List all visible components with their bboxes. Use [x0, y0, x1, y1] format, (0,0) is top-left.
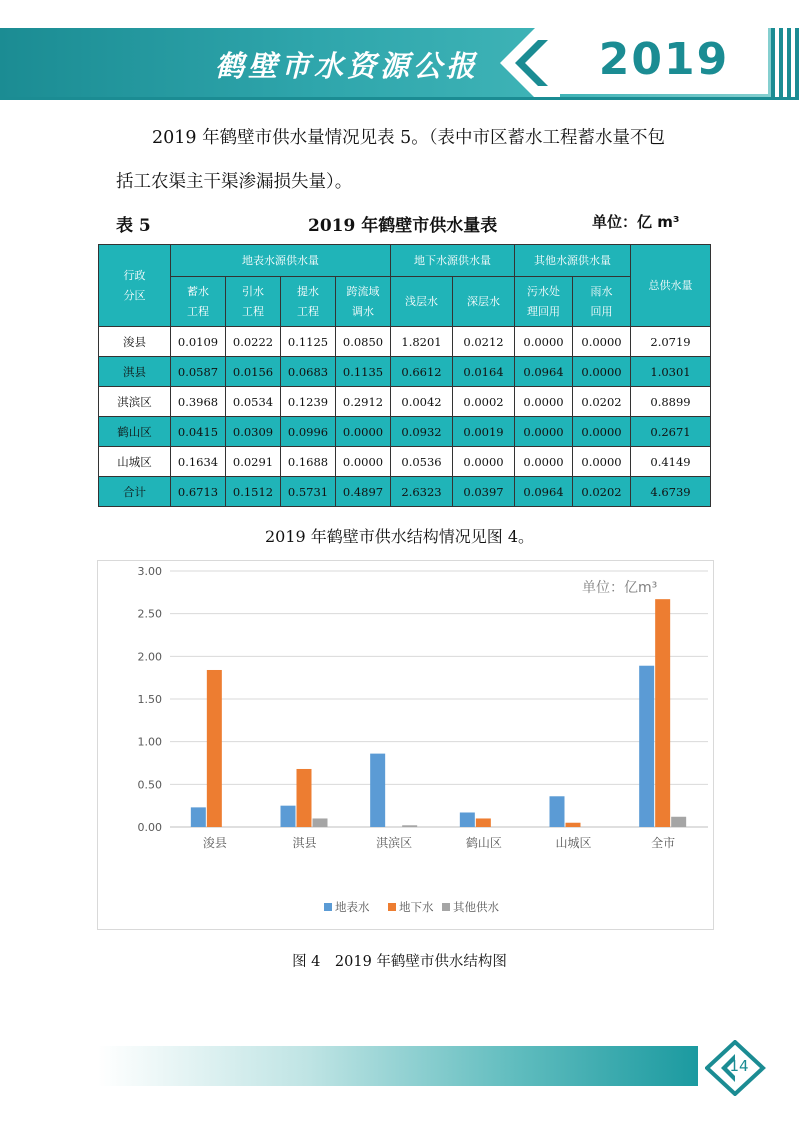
table-cell: 0.5731 — [281, 477, 336, 507]
table-cell: 0.0222 — [226, 327, 281, 357]
header-sub: 跨流域 调水 — [336, 277, 391, 327]
bar-其他供水 — [402, 825, 417, 827]
report-year: 2019 — [598, 34, 730, 85]
table-cell: 0.0019 — [453, 417, 515, 447]
table-cell: 0.6612 — [391, 357, 453, 387]
header-sub: 雨水 回用 — [573, 277, 631, 327]
header-sub: 提水 工程 — [281, 277, 336, 327]
chart-frame — [97, 560, 714, 930]
table-cell: 0.0000 — [515, 327, 573, 357]
supply-structure-chart — [98, 561, 713, 929]
table-cell: 0.0212 — [453, 327, 515, 357]
table-caption — [116, 211, 704, 237]
row-district: 淇县 — [99, 357, 171, 387]
table-cell: 0.0964 — [515, 477, 573, 507]
table-cell: 0.0309 — [226, 417, 281, 447]
table-cell: 0.0156 — [226, 357, 281, 387]
table-row — [99, 447, 711, 477]
row-district: 浚县 — [99, 327, 171, 357]
legend-label: 其他供水 — [453, 900, 499, 914]
table-cell: 0.1125 — [281, 327, 336, 357]
x-category-label: 全市 — [651, 836, 676, 850]
table-cell: 0.0042 — [391, 387, 453, 417]
table-cell: 0.0000 — [336, 417, 391, 447]
table-cell: 1.8201 — [391, 327, 453, 357]
row-district: 淇滨区 — [99, 387, 171, 417]
table-cell: 0.0683 — [281, 357, 336, 387]
page-number: 14 — [729, 1057, 749, 1075]
header-sub: 浅层水 — [391, 277, 453, 327]
y-tick-label: 2.50 — [137, 607, 162, 621]
table-cell: 0.0000 — [573, 447, 631, 477]
bar-地下水 — [566, 823, 581, 827]
table-cell: 0.4149 — [631, 447, 711, 477]
legend-label: 地下水 — [399, 900, 434, 914]
bar-地下水 — [655, 599, 670, 827]
table-cell: 0.0587 — [171, 357, 226, 387]
table-row — [99, 327, 711, 357]
table-cell: 0.0000 — [573, 327, 631, 357]
bar-其他供水 — [313, 818, 328, 827]
table-cell: 0.1688 — [281, 447, 336, 477]
table-cell: 0.1135 — [336, 357, 391, 387]
intro-line-2: 括工农渠主干渠渗漏损失量）。 — [116, 172, 353, 192]
row-district: 合计 — [99, 477, 171, 507]
table-cell: 0.1512 — [226, 477, 281, 507]
table-cell: 0.0164 — [453, 357, 515, 387]
table-cell: 0.0850 — [336, 327, 391, 357]
header-sub: 深层水 — [453, 277, 515, 327]
table-cell: 0.0202 — [573, 477, 631, 507]
y-tick-label: 3.00 — [137, 565, 162, 578]
figure-caption: 图 4 2019 年鹤壁市供水结构图 — [292, 954, 507, 970]
table-label: 表 5 — [116, 216, 151, 236]
header-sub: 污水处 理回用 — [515, 277, 573, 327]
footer-band — [98, 1046, 698, 1086]
table-cell: 0.0000 — [336, 447, 391, 477]
table-cell: 0.0397 — [453, 477, 515, 507]
header-surface: 地表水源供水量 — [171, 245, 391, 277]
header-other: 其他水源供水量 — [515, 245, 631, 277]
header-sub: 引水 工程 — [226, 277, 281, 327]
table-cell: 0.0000 — [515, 387, 573, 417]
table-cell: 0.0000 — [453, 447, 515, 477]
bar-地下水 — [297, 769, 312, 827]
table-cell: 0.8899 — [631, 387, 711, 417]
legend-label: 地表水 — [335, 900, 370, 914]
header-stripes — [771, 28, 799, 98]
table-row — [99, 387, 711, 417]
table-cell: 0.6713 — [171, 477, 226, 507]
table-cell: 0.2912 — [336, 387, 391, 417]
table-cell: 0.1239 — [281, 387, 336, 417]
table-cell: 0.0932 — [391, 417, 453, 447]
table-row — [99, 357, 711, 387]
table-cell: 0.0996 — [281, 417, 336, 447]
table-cell: 4.6739 — [631, 477, 711, 507]
table-cell: 0.0202 — [573, 387, 631, 417]
bar-地下水 — [476, 818, 491, 827]
row-district: 鹤山区 — [99, 417, 171, 447]
bar-地下水 — [207, 670, 222, 827]
chart-intro: 2019 年鹤壁市供水结构情况见图 4。 — [264, 527, 535, 546]
bar-地表水 — [281, 806, 296, 827]
report-title: 鹤壁市水资源公报 — [215, 49, 480, 83]
table-cell: 0.0000 — [515, 417, 573, 447]
table-cell: 0.0291 — [226, 447, 281, 477]
unit-note: 单位：亿m³ — [582, 580, 658, 596]
table-cell: 0.2671 — [631, 417, 711, 447]
arrow-decoration-icon — [500, 28, 560, 98]
bar-地表水 — [370, 754, 385, 827]
table-title: 2019 年鹤壁市供水量表 — [308, 216, 498, 236]
x-category-label: 淇滨区 — [376, 836, 413, 850]
x-category-label: 淇县 — [292, 836, 317, 850]
table-cell: 0.0109 — [171, 327, 226, 357]
water-supply-table — [98, 244, 711, 507]
table-cell: 0.0000 — [515, 447, 573, 477]
x-category-label: 鹤山区 — [465, 836, 502, 850]
table-cell: 2.0719 — [631, 327, 711, 357]
legend-swatch — [324, 903, 332, 911]
header-total: 总供水量 — [631, 245, 711, 327]
table-cell: 2.6323 — [391, 477, 453, 507]
table-cell: 0.0002 — [453, 387, 515, 417]
header-district: 行政 分区 — [99, 245, 171, 327]
header-ground: 地下水源供水量 — [391, 245, 515, 277]
table-cell: 1.0301 — [631, 357, 711, 387]
table-row — [99, 477, 711, 507]
y-tick-label: 0.50 — [137, 778, 162, 792]
table-cell: 0.0000 — [573, 417, 631, 447]
y-tick-label: 1.50 — [137, 693, 162, 706]
bar-地表水 — [191, 807, 206, 827]
y-tick-label: 1.00 — [137, 735, 162, 749]
y-tick-label: 2.00 — [137, 650, 162, 664]
table-cell: 0.1634 — [171, 447, 226, 477]
header-rule — [0, 97, 799, 100]
table-cell: 0.0534 — [226, 387, 281, 417]
intro-line-1: 2019 年鹤壁市供水量情况见表 5。（表中市区蓄水工程蓄水量不包 — [152, 128, 666, 148]
table-cell: 0.4897 — [336, 477, 391, 507]
row-district: 山城区 — [99, 447, 171, 477]
table-row — [99, 417, 711, 447]
table-cell: 0.3968 — [171, 387, 226, 417]
bar-其他供水 — [671, 817, 686, 827]
table-cell: 0.0000 — [573, 357, 631, 387]
bar-地表水 — [550, 796, 565, 827]
bar-地表水 — [639, 666, 654, 827]
table-cell: 0.0964 — [515, 357, 573, 387]
x-category-label: 浚县 — [202, 836, 227, 850]
legend-swatch — [442, 903, 450, 911]
table-cell: 0.0536 — [391, 447, 453, 477]
y-tick-label: 0.00 — [137, 821, 162, 834]
x-category-label: 山城区 — [555, 836, 592, 850]
header-sub: 蓄水 工程 — [171, 277, 226, 327]
table-cell: 0.0415 — [171, 417, 226, 447]
bar-地表水 — [460, 812, 475, 827]
legend-swatch — [388, 903, 396, 911]
table-unit: 单位：亿 m³ — [592, 213, 680, 231]
